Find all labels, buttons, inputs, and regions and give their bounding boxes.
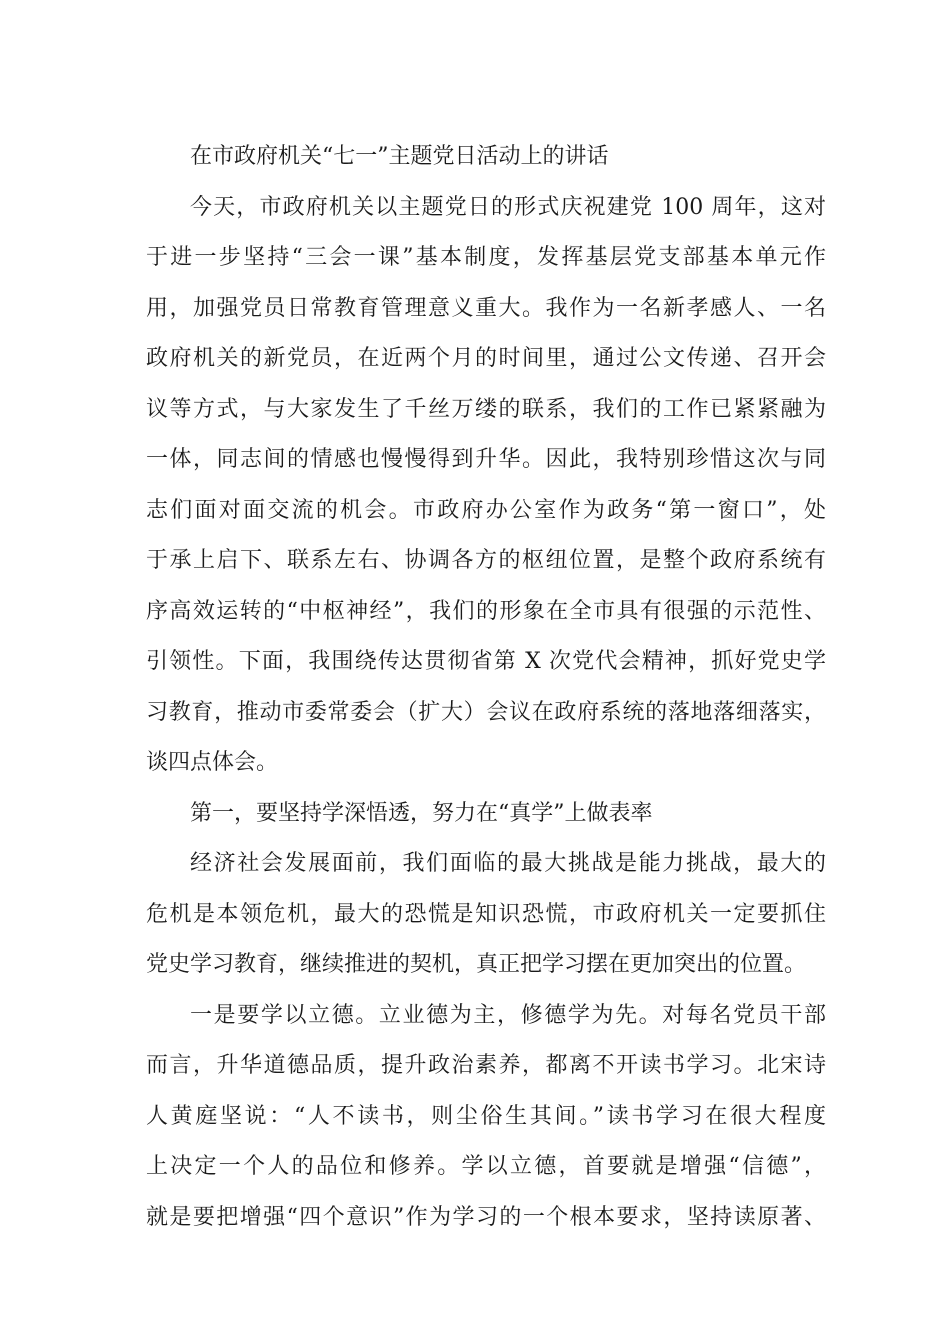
text-line: 谈四点体会。	[146, 750, 279, 775]
text-line: 政府机关的新党员，在近两个月的时间里，通过公文传递、召开会	[146, 346, 826, 371]
text-line: 习教育，推动市委常委会（扩大）会议在政府系统的落地落细落实，	[146, 699, 826, 725]
text-line: 序高效运转的“中枢神经”，我们的形象在全市具有很强的示范性、	[146, 598, 826, 624]
section-heading: 第一，要坚持学深悟透，努力在“真学”上做表率	[190, 800, 653, 826]
text-line: 今天，市政府机关以主题党日的形式庆祝建党 100 周年，这对	[190, 194, 826, 220]
text-line: 于承上启下、联系左右、协调各方的枢纽位置，是整个政府系统有	[146, 548, 826, 573]
text-line: 引领性。下面，我围绕传达贯彻省第 X 次党代会精神，抓好党史学	[146, 649, 826, 674]
text-line: 党史学习教育，继续推进的契机，真正把学习摆在更加突出的位置。	[146, 952, 807, 977]
text-line: 用，加强党员日常教育管理意义重大。我作为一名新孝感人、一名	[146, 295, 826, 321]
text-line: 人黄庭坚说：“人不读书，则尘俗生其间。”读书学习在很大程度	[146, 1103, 826, 1129]
text-line: 危机是本领危机，最大的恐慌是知识恐慌，市政府机关一定要抓住	[146, 901, 826, 927]
text-line: 志们面对面交流的机会。市政府办公室作为政务“第一窗口”，处	[146, 497, 826, 523]
text-line: 于进一步坚持“三会一课”基本制度，发挥基层党支部基本单元作	[146, 245, 826, 270]
section-paragraph	[146, 839, 826, 991]
text-line: 经济社会发展面前，我们面临的最大挑战是能力挑战，最大的	[190, 851, 826, 876]
text-line: 一体，同志间的情感也慢慢得到升华。因此，我特别珍惜这次与同	[146, 447, 826, 472]
text-line: 就是要把增强“四个意识”作为学习的一个根本要求，坚持读原著、	[146, 1204, 826, 1230]
text-line: 议等方式，与大家发生了千丝万缕的联系，我们的工作已紧紧融为	[146, 396, 826, 422]
document-body	[146, 132, 826, 1243]
text-line: 而言，升华道德品质，提升政治素养，都离不开读书学习。北宋诗	[146, 1053, 826, 1078]
intro-paragraph	[146, 183, 826, 789]
document-title: 在市政府机关“七一”主题党日活动上的讲话	[190, 144, 609, 169]
text-line: 上决定一个人的品位和修养。学以立德，首要就是增强“信德”，	[146, 1154, 826, 1179]
section-paragraph	[146, 991, 826, 1244]
text-line: 一是要学以立德。立业德为主，修德学为先。对每名党员干部	[190, 1002, 826, 1028]
